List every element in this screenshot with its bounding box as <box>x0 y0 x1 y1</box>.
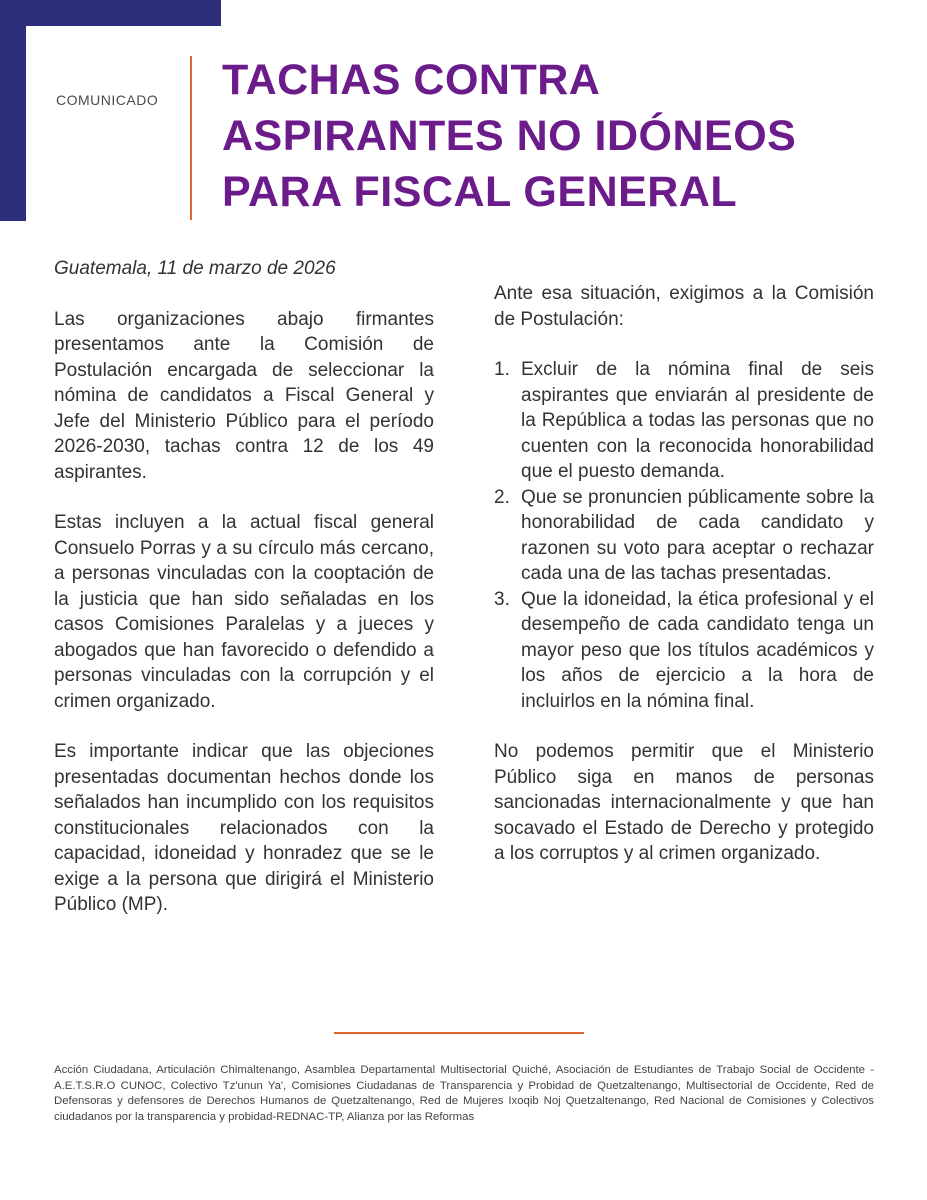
list-number: 1. <box>494 359 510 380</box>
document-type-label: COMUNICADO <box>56 92 159 108</box>
list-item <box>494 587 874 715</box>
list-number: 2. <box>494 486 510 508</box>
signatories-list: Acción Ciudadana, Articulación Chimaltenango, Asamblea Departamental Multisectorial Quiché, Asociación de Estudiantes de Trabajo Social de Occidente - A.E.T.S.R.O CUNOC, Colectivo Tz'unun Ya', Comisiones Ciudadanas de Transparencia y Probidad de Quetzaltenango, Multisectorial de Occidente, Red de Defensoras y defensores de Derechos Humanos de Quetzaltenango, Red de Mujeres Ixoqib Noj Quetzaltenango, Red Nacional de Comisiones y Colectivos ciudadanos por la transparencia y probidad-REDNAC-TP, Alianza por las Reformas <box>54 1064 874 1123</box>
corner-decoration-top <box>0 0 221 26</box>
date-line: Guatemala, 11 de marzo de 2026 <box>54 258 336 279</box>
list-item <box>494 357 874 485</box>
left-column <box>54 256 434 943</box>
page-title <box>222 52 902 220</box>
list-text: Que se pronuncien públicamente sobre la honorabilidad de cada candidato y razonen su voto para aceptar o rechazar cada una de las tachas presentadas. <box>521 486 874 584</box>
list-number: 3. <box>494 588 510 610</box>
list-text: Que la idoneidad, la ética profesional y el desempeño de cada candidato tenga un mayor peso que los títulos académicos y los años de ejercicio a la hora de incluirlos en la nómina final. <box>521 588 874 712</box>
title-line: TACHAS CONTRA <box>222 56 601 104</box>
right-column <box>494 281 874 892</box>
list-text: Excluir de la nómina final de seis aspirantes que enviarán al presidente de la República a todas las personas que no cuenten con la reconocida honorabilidad que el puesto demanda. <box>521 359 874 482</box>
title-line: ASPIRANTES NO IDÓNEOS <box>222 112 797 160</box>
closing-paragraph: No podemos permitir que el Ministerio Público siga en manos de personas sancionadas internacionalmente y que han socavado el Estado de Derecho y protegido a los corruptos y al crimen organizado. <box>494 741 874 864</box>
corner-decoration-side <box>0 0 26 221</box>
footer-divider <box>334 1032 584 1034</box>
header-divider <box>190 56 192 220</box>
title-line: PARA FISCAL GENERAL <box>222 168 738 216</box>
paragraph: Es importante indicar que las objeciones presentadas documentan hechos donde los señalados han incumplido con los requisitos constitucionales relacionados con la capacidad, idoneidad y honradez que se le exige a la persona que dirigirá el Ministerio Público (MP). <box>54 741 434 915</box>
demands-intro: Ante esa situación, exigimos a la Comisión de Postulación: <box>494 283 874 330</box>
list-item <box>494 485 874 587</box>
paragraph: Las organizaciones abajo firmantes presentamos ante la Comisión de Postulación encargada de seleccionar la nómina de candidatos a Fiscal General y Jefe del Ministerio Público para el período 2026-2030, tachas contra 12 de los 49 aspirantes. <box>54 308 434 483</box>
demands-list <box>494 357 874 714</box>
paragraph: Estas incluyen a la actual fiscal general Consuelo Porras y a su círculo más cercano, a personas vinculadas con la cooptación de la justicia que han sido señaladas en los casos Comisiones Paralelas y a jueces y abogados que han favorecido o defendido a personas vinculadas con la corrupción y el crimen organizado. <box>54 512 434 712</box>
